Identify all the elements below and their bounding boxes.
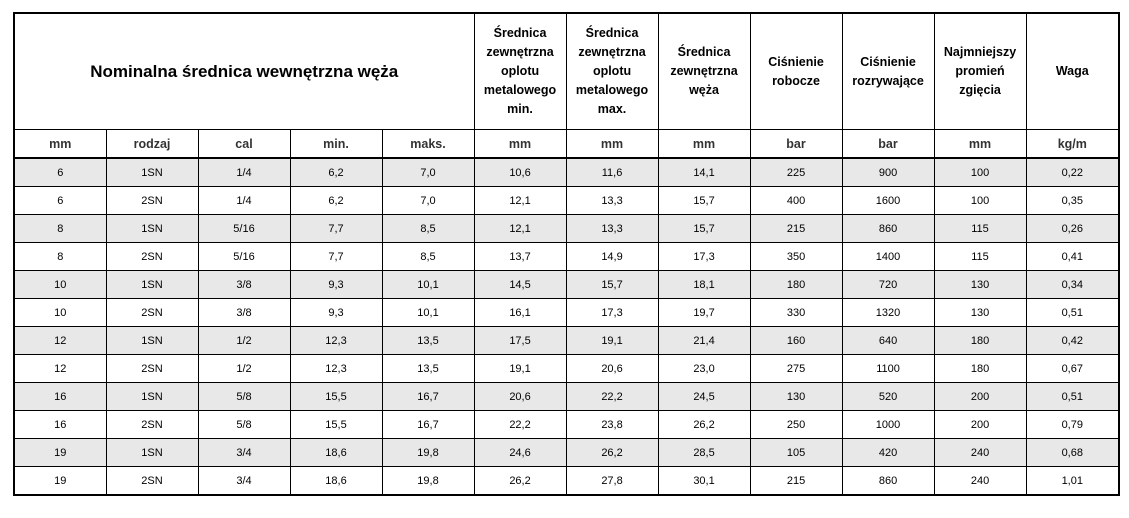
table-cell: 240 (934, 467, 1026, 496)
table-cell: 20,6 (566, 355, 658, 383)
unit-cell: mm (14, 130, 106, 159)
table-cell: 1400 (842, 243, 934, 271)
table-row (14, 243, 1119, 271)
table-cell: 2SN (106, 467, 198, 496)
table-cell: 1600 (842, 187, 934, 215)
table-cell: 16,7 (382, 411, 474, 439)
table-cell: 15,7 (658, 187, 750, 215)
table-cell: 17,3 (658, 243, 750, 271)
table-cell: 2SN (106, 411, 198, 439)
unit-cell: bar (750, 130, 842, 159)
table-cell: 2SN (106, 299, 198, 327)
table-cell: 200 (934, 383, 1026, 411)
table-cell: 5/8 (198, 383, 290, 411)
table-cell: 8,5 (382, 243, 474, 271)
table-cell: 7,7 (290, 243, 382, 271)
col-header-hose-od: Średnica zewnętrzna węża (658, 13, 750, 130)
table-row (14, 299, 1119, 327)
table-cell: 2SN (106, 187, 198, 215)
table-cell: 0,35 (1026, 187, 1119, 215)
table-row (14, 158, 1119, 187)
hose-spec-table (13, 12, 1120, 496)
table-cell: 1SN (106, 271, 198, 299)
header-row (14, 13, 1119, 130)
table-cell: 330 (750, 299, 842, 327)
table-cell: 9,3 (290, 271, 382, 299)
unit-cell: bar (842, 130, 934, 159)
table-cell: 200 (934, 411, 1026, 439)
table-cell: 3/4 (198, 439, 290, 467)
table-cell: 19,1 (474, 355, 566, 383)
table-cell: 27,8 (566, 467, 658, 496)
table-cell: 3/4 (198, 467, 290, 496)
table-cell: 0,51 (1026, 383, 1119, 411)
table-cell: 18,6 (290, 439, 382, 467)
table-cell: 10 (14, 299, 106, 327)
table-cell: 250 (750, 411, 842, 439)
table-cell: 180 (934, 355, 1026, 383)
table-cell: 130 (934, 299, 1026, 327)
table-cell: 10,1 (382, 299, 474, 327)
table-cell: 19 (14, 467, 106, 496)
table-cell: 130 (750, 383, 842, 411)
table-cell: 9,3 (290, 299, 382, 327)
table-row (14, 383, 1119, 411)
table-cell: 0,67 (1026, 355, 1119, 383)
table-cell: 1100 (842, 355, 934, 383)
table-row (14, 411, 1119, 439)
table-cell: 13,3 (566, 215, 658, 243)
group-title: Nominalna średnica wewnętrzna węża (14, 13, 474, 130)
table-cell: 0,22 (1026, 158, 1119, 187)
table-cell: 1SN (106, 439, 198, 467)
table-cell: 1320 (842, 299, 934, 327)
table-cell: 5/8 (198, 411, 290, 439)
table-cell: 520 (842, 383, 934, 411)
table-cell: 0,68 (1026, 439, 1119, 467)
table-cell: 17,5 (474, 327, 566, 355)
table-cell: 860 (842, 467, 934, 496)
table-cell: 275 (750, 355, 842, 383)
table-cell: 12,1 (474, 187, 566, 215)
table-cell: 215 (750, 467, 842, 496)
unit-cell: cal (198, 130, 290, 159)
table-cell: 14,5 (474, 271, 566, 299)
table-cell: 14,9 (566, 243, 658, 271)
col-header-braid-min: Średnica zewnętrzna oplotu metalowego min. (474, 13, 566, 130)
table-cell: 1SN (106, 158, 198, 187)
unit-cell: mm (566, 130, 658, 159)
table-cell: 5/16 (198, 243, 290, 271)
table-cell: 420 (842, 439, 934, 467)
table-cell: 13,5 (382, 327, 474, 355)
table-cell: 3/8 (198, 299, 290, 327)
col-header-weight: Waga (1026, 13, 1119, 130)
table-cell: 11,6 (566, 158, 658, 187)
table-cell: 240 (934, 439, 1026, 467)
table-row (14, 439, 1119, 467)
table-cell: 2SN (106, 355, 198, 383)
table-cell: 1/4 (198, 187, 290, 215)
table-cell: 22,2 (566, 383, 658, 411)
unit-cell: mm (934, 130, 1026, 159)
table-cell: 23,0 (658, 355, 750, 383)
table-cell: 22,2 (474, 411, 566, 439)
table-cell: 18,6 (290, 467, 382, 496)
table-cell: 0,26 (1026, 215, 1119, 243)
table-cell: 19,7 (658, 299, 750, 327)
table-cell: 1/2 (198, 327, 290, 355)
table-cell: 5/16 (198, 215, 290, 243)
unit-cell: mm (658, 130, 750, 159)
table-cell: 6 (14, 187, 106, 215)
table-row (14, 355, 1119, 383)
table-cell: 23,8 (566, 411, 658, 439)
table-cell: 13,3 (566, 187, 658, 215)
table-cell: 24,6 (474, 439, 566, 467)
unit-cell: mm (474, 130, 566, 159)
table-cell: 100 (934, 187, 1026, 215)
table-cell: 130 (934, 271, 1026, 299)
table-cell: 115 (934, 215, 1026, 243)
table-cell: 0,34 (1026, 271, 1119, 299)
table-row (14, 215, 1119, 243)
table-cell: 8 (14, 243, 106, 271)
table-cell: 16,1 (474, 299, 566, 327)
table-cell: 16,7 (382, 383, 474, 411)
table-cell: 30,1 (658, 467, 750, 496)
table-cell: 10,6 (474, 158, 566, 187)
table-cell: 0,51 (1026, 299, 1119, 327)
table-cell: 28,5 (658, 439, 750, 467)
table-cell: 720 (842, 271, 934, 299)
table-row (14, 271, 1119, 299)
table-cell: 6,2 (290, 158, 382, 187)
table-cell: 12 (14, 327, 106, 355)
table-cell: 12,3 (290, 327, 382, 355)
table-cell: 20,6 (474, 383, 566, 411)
table-cell: 0,79 (1026, 411, 1119, 439)
table-cell: 0,41 (1026, 243, 1119, 271)
table-cell: 16 (14, 411, 106, 439)
table-row (14, 467, 1119, 496)
table-cell: 26,2 (474, 467, 566, 496)
table-cell: 15,5 (290, 411, 382, 439)
table-cell: 15,7 (566, 271, 658, 299)
table-cell: 6 (14, 158, 106, 187)
table-cell: 1,01 (1026, 467, 1119, 496)
table-cell: 21,4 (658, 327, 750, 355)
unit-cell: kg/m (1026, 130, 1119, 159)
table-cell: 10,1 (382, 271, 474, 299)
table-cell: 160 (750, 327, 842, 355)
table-cell: 400 (750, 187, 842, 215)
unit-cell: rodzaj (106, 130, 198, 159)
table-row (14, 327, 1119, 355)
table-cell: 8 (14, 215, 106, 243)
table-cell: 640 (842, 327, 934, 355)
table-cell: 180 (934, 327, 1026, 355)
table-cell: 1SN (106, 215, 198, 243)
table-cell: 18,1 (658, 271, 750, 299)
table-cell: 26,2 (566, 439, 658, 467)
table-cell: 1/2 (198, 355, 290, 383)
table-cell: 13,7 (474, 243, 566, 271)
table-cell: 100 (934, 158, 1026, 187)
table-cell: 900 (842, 158, 934, 187)
table-cell: 350 (750, 243, 842, 271)
col-header-bend-radius: Najmniejszy promień zgięcia (934, 13, 1026, 130)
unit-row (14, 130, 1119, 159)
table-cell: 225 (750, 158, 842, 187)
col-header-braid-max: Średnica zewnętrzna oplotu metalowego max. (566, 13, 658, 130)
table-cell: 26,2 (658, 411, 750, 439)
table-cell: 10 (14, 271, 106, 299)
table-cell: 14,1 (658, 158, 750, 187)
table-cell: 15,5 (290, 383, 382, 411)
table-cell: 7,7 (290, 215, 382, 243)
table-cell: 6,2 (290, 187, 382, 215)
table-cell: 105 (750, 439, 842, 467)
col-header-burst-pressure: Ciśnienie rozrywające (842, 13, 934, 130)
table-cell: 1SN (106, 327, 198, 355)
table-body (14, 158, 1119, 495)
table-cell: 19,8 (382, 467, 474, 496)
table-cell: 860 (842, 215, 934, 243)
col-header-working-pressure: Ciśnienie robocze (750, 13, 842, 130)
table-cell: 17,3 (566, 299, 658, 327)
table-cell: 19,8 (382, 439, 474, 467)
table-cell: 24,5 (658, 383, 750, 411)
unit-cell: min. (290, 130, 382, 159)
table-cell: 12,1 (474, 215, 566, 243)
table-cell: 16 (14, 383, 106, 411)
table-cell: 1000 (842, 411, 934, 439)
table-cell: 3/8 (198, 271, 290, 299)
table-cell: 215 (750, 215, 842, 243)
table-cell: 2SN (106, 243, 198, 271)
table-cell: 115 (934, 243, 1026, 271)
table-cell: 7,0 (382, 158, 474, 187)
table-cell: 0,42 (1026, 327, 1119, 355)
table-cell: 19 (14, 439, 106, 467)
table-cell: 1/4 (198, 158, 290, 187)
table-cell: 15,7 (658, 215, 750, 243)
table-cell: 180 (750, 271, 842, 299)
unit-cell: maks. (382, 130, 474, 159)
table-cell: 7,0 (382, 187, 474, 215)
table-cell: 19,1 (566, 327, 658, 355)
table-cell: 12 (14, 355, 106, 383)
table-row (14, 187, 1119, 215)
table-cell: 13,5 (382, 355, 474, 383)
table-cell: 8,5 (382, 215, 474, 243)
table-cell: 1SN (106, 383, 198, 411)
table-cell: 12,3 (290, 355, 382, 383)
